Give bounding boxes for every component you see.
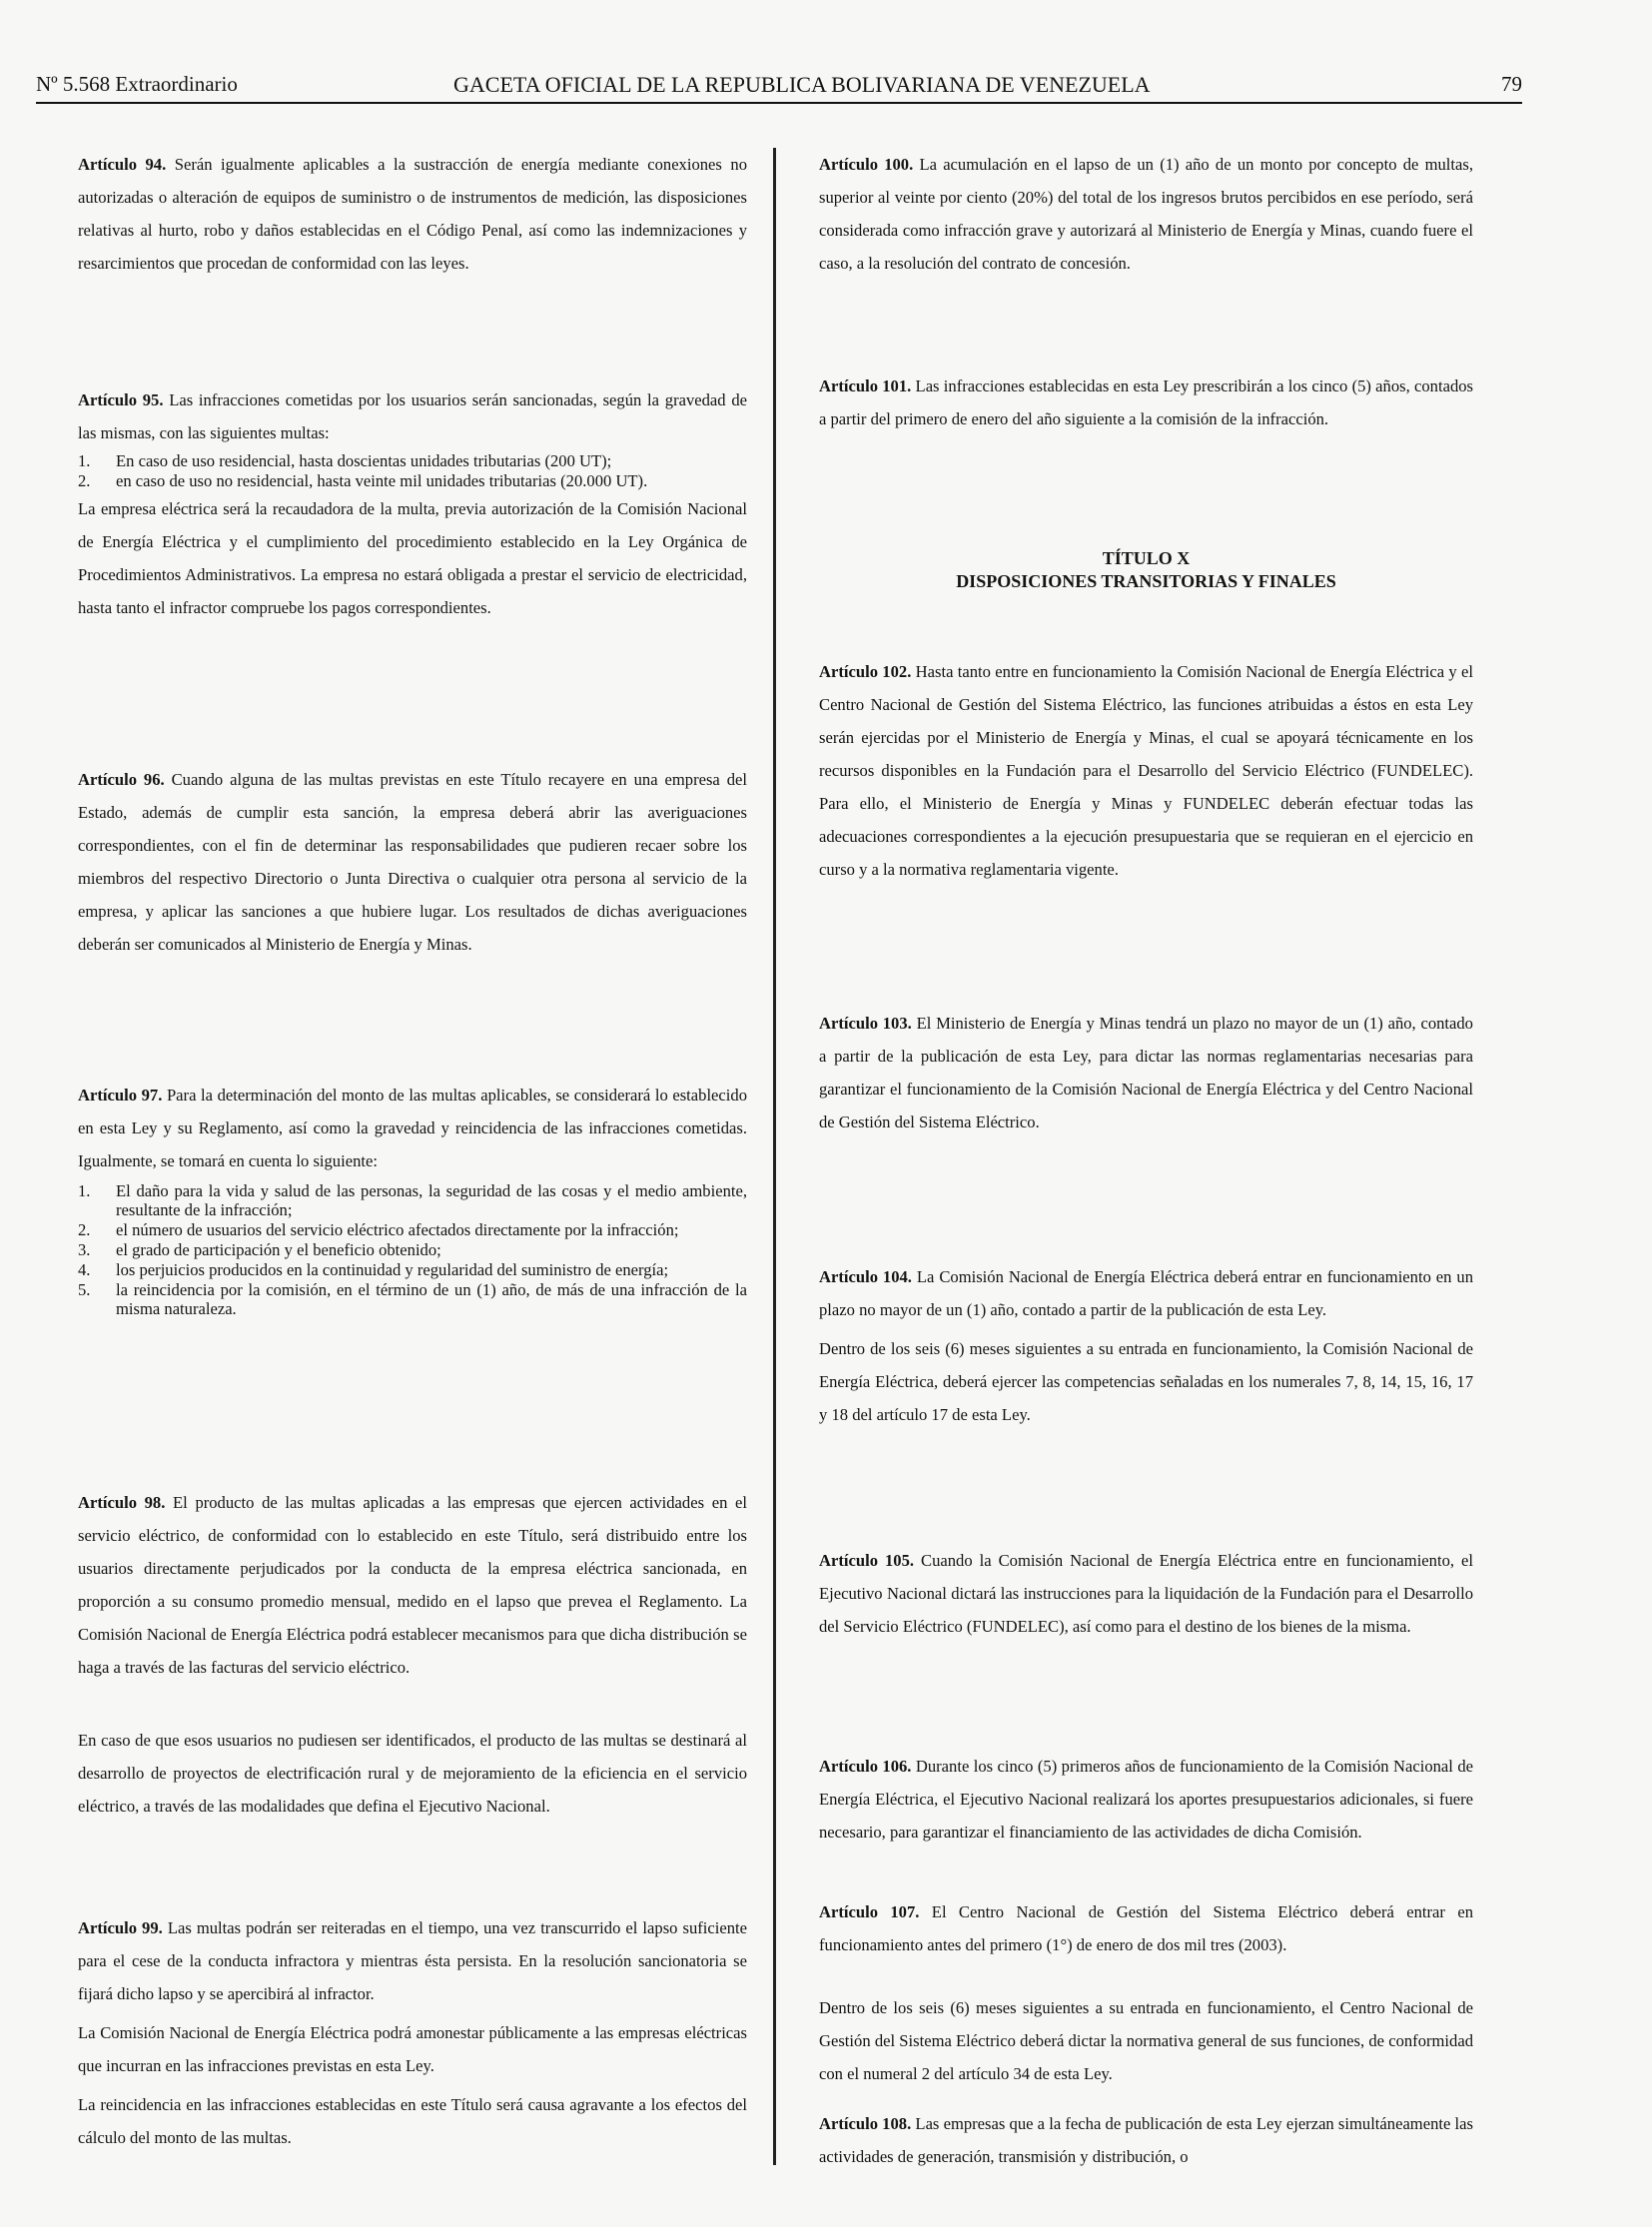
article-99 [78, 1911, 747, 2154]
title-number: TÍTULO X [1102, 548, 1191, 568]
page-number: 79 [1501, 72, 1522, 96]
article-97 [78, 1079, 747, 1319]
article-99-text: Artículo 99. Las multas podrán ser reiteradas en el tiempo, una vez transcurrido el lapso suficiente para el cese de la conducta infractora y mientras ésta persista. En la resolución sancionatoria se fijará dicho lapso y se apercibirá al infractor. [78, 1918, 747, 2003]
list-item: 1. El daño para la vida y salud de las personas, la seguridad de las cosas y el medio ambiente, resultante de la infracción; [78, 1181, 747, 1219]
header-rule [36, 102, 1522, 104]
article-98-paragraph-2: En caso de que esos usuarios no pudiesen ser identificados, el producto de las multas se destinará al desarrollo de proyectos de electrificación rural y de mejoramiento de la eficiencia en el servicio eléctrico, a través de las modalidades que defina el Ejecutivo Nacional. [78, 1731, 747, 1816]
article-97-label: Artículo 97. [78, 1086, 163, 1105]
list-item: 2. el número de usuarios del servicio eléctrico afectados directamente por la infracción; [78, 1220, 679, 1239]
article-94 [78, 148, 747, 280]
article-104-paragraph-2: Dentro de los seis (6) meses siguientes a su entrada en funcionamiento, la Comisión Nacional de Energía Eléctrica, deberá ejercer las competencias señaladas en los numerales 7, 8, 14, 15, 16, 17 y 18 del artículo 17 de esta Ley. [819, 1339, 1473, 1424]
article-108-text: Artículo 108. Las empresas que a la fecha de publicación de esta Ley ejerzan simultáneamente las actividades de generación, transmisión y distribución, o [819, 2114, 1473, 2166]
article-106 [819, 1750, 1473, 1849]
article-105-text: Artículo 105. Cuando la Comisión Nacional de Energía Eléctrica entre en funcionamiento, el Ejecutivo Nacional dictará las instrucciones para la liquidación de la Fundación para el Desarrollo del Servicio Eléctrico (FUNDELEC), así como para el destino de los bienes de la misma. [819, 1551, 1473, 1636]
article-102-text: Artículo 102. Hasta tanto entre en funcionamiento la Comisión Nacional de Energía Eléctrica y el Centro Nacional de Gestión del Sistema Eléctrico, las funciones atribuidas a éstos en esta Ley serán ejercidas por el Ministerio de Energía y Minas, el cual se apoyará técnicamente en los recursos disponibles en la Fundación para el Desarrollo del Servicio Eléctrico (FUNDELEC). Para ello, el Ministerio de Energía y Minas y FUNDELEC deberán efectuar todas las adecuaciones correspondientes a la ejecución presupuestaria que se requieran en el ejercicio en curso y a la normativa reglamentaria vigente. [819, 662, 1473, 879]
article-107-label: Artículo 107. [819, 1902, 920, 1921]
article-101 [819, 370, 1473, 435]
article-107-paragraph-2: Dentro de los seis (6) meses siguientes a su entrada en funcionamiento, el Centro Nacional de Gestión del Sistema Eléctrico deberá dictar la normativa general de sus funciones, de conformidad con el numeral 2 del artículo 34 de esta Ley. [819, 1998, 1473, 2083]
article-107 [819, 1895, 1473, 2090]
article-108 [819, 2107, 1473, 2173]
article-95-list [78, 451, 747, 490]
article-106-label: Artículo 106. [819, 1757, 912, 1776]
list-item: 4. los perjuicios producidos en la continuidad y regularidad del suministro de energía; [78, 1260, 669, 1279]
article-95 [78, 383, 747, 624]
article-95-paragraph: La empresa eléctrica será la recaudadora de la multa, previa autorización de la Comisión Nacional de Energía Eléctrica y el cumplimiento del procedimiento establecido en la Ley Orgánica de Procedimientos Administrativos. La empresa no estará obligada a prestar el servicio de electricidad, hasta tanto el infractor compruebe los pagos correspondientes. [78, 499, 747, 617]
article-99-paragraph-3: La reincidencia en las infracciones establecidas en este Título será causa agravante a los efectos del cálculo del monto de las multas. [78, 2095, 747, 2147]
article-104-text: Artículo 104. La Comisión Nacional de Energía Eléctrica deberá entrar en funcionamiento en un plazo no mayor de un (1) año, contado a partir de la publicación de esta Ley. [819, 1267, 1473, 1319]
article-95-label: Artículo 95. [78, 390, 164, 409]
list-item: 5. la reincidencia por la comisión, en el término de un (1) año, de más de una infracción de la misma naturaleza. [78, 1280, 747, 1318]
article-103-text: Artículo 103. El Ministerio de Energía y Minas tendrá un plazo no mayor de un (1) año, contado a partir de la publicación de esta Ley, para dictar las normas reglamentarias necesarias para garantizar el funcionamiento de la Comisión Nacional de Energía Eléctrica y del Centro Nacional de Gestión del Sistema Eléctrico. [819, 1014, 1473, 1131]
list-item: 3. el grado de participación y el beneficio obtenido; [78, 1240, 441, 1259]
article-100 [819, 148, 1473, 280]
article-96-label: Artículo 96. [78, 770, 165, 789]
article-98-label: Artículo 98. [78, 1493, 166, 1512]
page-header [36, 72, 1522, 106]
article-94-text: Artículo 94. Serán igualmente aplicables a la sustracción de energía mediante conexiones no autorizadas o alteración de equipos de suministro o de instrumentos de medición, las disposiciones relativas al hurto, robo y daños establecidas en el Código Penal, así como las indemnizaciones y resarcimientos que procedan de conformidad con las leyes. [78, 155, 747, 273]
article-97-text: Artículo 97. Para la determinación del monto de las multas aplicables, se considerará lo establecido en esta Ley y su Reglamento, así como la gravedad y reincidencia de las infracciones cometidas. Igualmente, se tomará en cuenta lo siguiente: [78, 1086, 747, 1170]
article-96-text: Artículo 96. Cuando alguna de las multas previstas en este Título recayere en una empresa del Estado, además de cumplir esta sanción, la empresa deberá abrir las averiguaciones correspondientes, con el fin de determinar las responsabilidades que pudieren recaer sobre los miembros del respectivo Directorio o Junta Directiva o cualquier otra persona al servicio de la empresa, y aplicar las sanciones a que hubiere lugar. Los resultados de dichas averiguaciones deberán ser comunicados al Ministerio de Energía y Minas. [78, 770, 747, 954]
article-96 [78, 763, 747, 961]
article-105-label: Artículo 105. [819, 1551, 915, 1570]
issue-number: Nº 5.568 Extraordinario [36, 72, 238, 96]
article-97-list [78, 1181, 747, 1318]
article-98-text: Artículo 98. El producto de las multas aplicadas a las empresas que ejercen actividades en el servicio eléctrico, de conformidad con lo establecido en este Título, será distribuido entre los usuarios directamente perjudicados por la conducta de la empresa eléctrica sancionada, en proporción a su consumo promedio mensual, medido en el lapso que prevea el Reglamento. La Comisión Nacional de Energía Eléctrica podrá establecer mecanismos para que dicha distribución se haga a través de las facturas del servicio eléctrico. [78, 1493, 747, 1677]
article-99-paragraph-2: La Comisión Nacional de Energía Eléctrica podrá amonestar públicamente a las empresas eléctricas que incurran en las infracciones previstas en esta Ley. [78, 2023, 747, 2075]
gazette-title: GACETA OFICIAL DE LA REPUBLICA BOLIVARIANA DE VENEZUELA [453, 72, 1151, 97]
article-95-text: Artículo 95. Las infracciones cometidas por los usuarios serán sancionadas, según la gravedad de las mismas, con las siguientes multas: [78, 390, 747, 442]
article-103 [819, 1007, 1473, 1138]
article-107-text: Artículo 107. El Centro Nacional de Gestión del Sistema Eléctrico deberá entrar en funcionamiento antes del primero (1°) de enero de dos mil tres (2003). [819, 1902, 1473, 1954]
article-102-label: Artículo 102. [819, 662, 912, 681]
article-108-label: Artículo 108. [819, 2114, 912, 2133]
article-103-label: Artículo 103. [819, 1014, 912, 1033]
list-item: 1. En caso de uso residencial, hasta doscientas unidades tributarias (200 UT); [78, 451, 612, 470]
title-x [819, 547, 1473, 593]
article-106-text: Artículo 106. Durante los cinco (5) primeros años de funcionamiento de la Comisión Nacional de Energía Eléctrica, el Ejecutivo Nacional realizará los aportes presupuestarios adicionales, si fuere necesario, para garantizar el financiamiento de las actividades de dicha Comisión. [819, 1757, 1473, 1842]
article-104 [819, 1260, 1473, 1431]
article-104-label: Artículo 104. [819, 1267, 912, 1286]
article-102 [819, 655, 1473, 886]
article-101-label: Artículo 101. [819, 376, 912, 395]
article-94-label: Artículo 94. [78, 155, 167, 174]
article-105 [819, 1544, 1473, 1643]
column-divider [773, 148, 776, 2165]
title-heading: DISPOSICIONES TRANSITORIAS Y FINALES [956, 571, 1336, 591]
article-101-text: Artículo 101. Las infracciones establecidas en esta Ley prescribirán a los cinco (5) años, contados a partir del primero de enero del año siguiente a la comisión de la infracción. [819, 376, 1473, 428]
list-item: 2. en caso de uso no residencial, hasta veinte mil unidades tributarias (20.000 UT). [78, 471, 648, 490]
article-100-label: Artículo 100. [819, 155, 914, 174]
article-98 [78, 1486, 747, 1823]
article-99-label: Artículo 99. [78, 1918, 163, 1937]
article-100-text: Artículo 100. La acumulación en el lapso de un (1) año de un monto por concepto de multas, superior al veinte por ciento (20%) del total de los ingresos brutos percibidos en ese período, será considerada como infracción grave y autorizará al Ministerio de Energía y Minas, cuando fuere el caso, a la resolución del contrato de concesión. [819, 155, 1473, 273]
